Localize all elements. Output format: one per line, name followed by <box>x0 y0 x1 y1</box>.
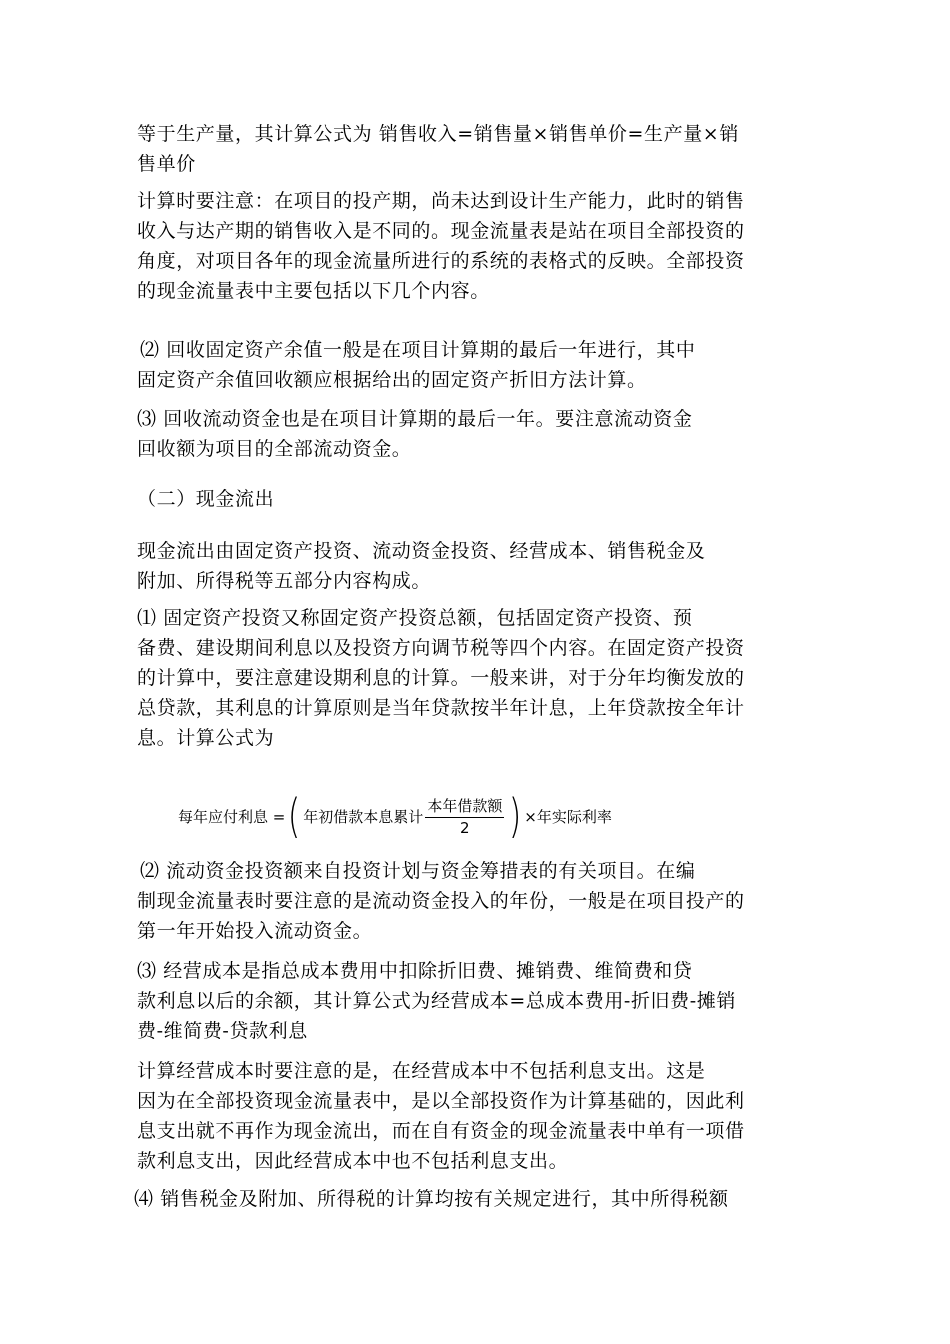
text-line: 息。计算公式为 <box>137 727 275 749</box>
text-line: ⑷ 销售税金及附加、所得税的计算均按有关规定进行，其中所得税额 <box>134 1188 729 1210</box>
formula-denominator: 2 <box>460 819 470 837</box>
text-line: 等于生产量，其计算公式为 销售收入=销售量×销售单价=生产量×销 <box>137 123 739 145</box>
text-line: 款利息以后的余额，其计算公式为经营成本=总成本费用-折旧费-摊销 <box>137 990 736 1012</box>
text-line: 备费、建设期间利息以及投资方向调节税等四个内容。在固定资产投资 <box>137 637 745 659</box>
text-line: 回收额为项目的全部流动资金。 <box>137 438 412 460</box>
text-line: （二）现金流出 <box>137 488 275 510</box>
interest-formula <box>178 788 612 844</box>
text-line: 费-维简费-贷款利息 <box>137 1020 308 1042</box>
text-line: ⑴ 固定资产投资又称固定资产投资总额，包括固定资产投资、预 <box>137 607 693 629</box>
formula-fraction <box>425 795 504 837</box>
text-line: 款利息支出，因此经营成本中也不包括利息支出。 <box>137 1150 569 1172</box>
text-line: 的现金流量表中主要包括以下几个内容。 <box>137 280 490 302</box>
text-line: 计算经营成本时要注意的是，在经营成本中不包括利息支出。这是 <box>137 1060 706 1082</box>
text-line: 角度，对项目各年的现金流量所进行的系统的表格式的反映。全部投资 <box>137 250 745 272</box>
text-line: 总贷款，其利息的计算原则是当年贷款按半年计息，上年贷款按全年计 <box>137 697 745 719</box>
formula-lhs: 每年应付利息 = <box>178 807 286 826</box>
formula-close-paren: ) <box>509 789 522 843</box>
text-line: 息支出就不再作为现金流出，而在自有资金的现金流量表中单有一项借 <box>137 1120 745 1142</box>
text-line: ⑵ 回收固定资产余值一般是在项目计算期的最后一年进行，其中 <box>140 339 696 361</box>
text-line: ⑵ 流动资金投资额来自投资计划与资金筹措表的有关项目。在编 <box>140 860 696 882</box>
formula-open-paren: ( <box>288 789 301 843</box>
formula-rhs: ×年实际利率 <box>524 807 612 826</box>
text-line: 因为在全部投资现金流量表中，是以全部投资作为计算基础的，因此利 <box>137 1090 745 1112</box>
text-line: 售单价 <box>137 153 196 175</box>
text-line: 计算时要注意：在项目的投产期，尚未达到设计生产能力，此时的销售 <box>137 190 745 212</box>
text-line: 固定资产余值回收额应根据给出的固定资产折旧方法计算。 <box>137 369 647 391</box>
text-line: 收入与达产期的销售收入是不同的。现金流量表是站在项目全部投资的 <box>137 220 745 242</box>
text-line: ⑶ 回收流动资金也是在项目计算期的最后一年。要注意流动资金 <box>137 408 693 430</box>
text-line: 制现金流量表时要注意的是流动资金投入的年份，一般是在项目投产的 <box>137 890 745 912</box>
formula-numerator: 本年借款额 <box>425 795 504 818</box>
formula-term: 年初借款本息累计 <box>303 807 424 826</box>
text-line: 的计算中，要注意建设期利息的计算。一般来讲，对于分年均衡发放的 <box>137 667 745 689</box>
text-line: 现金流出由固定资产投资、流动资金投资、经营成本、销售税金及 <box>137 540 706 562</box>
text-line: ⑶ 经营成本是指总成本费用中扣除折旧费、摊销费、维简费和贷 <box>137 960 693 982</box>
text-line: 附加、所得税等五部分内容构成。 <box>137 570 432 592</box>
text-line: 第一年开始投入流动资金。 <box>137 920 373 942</box>
